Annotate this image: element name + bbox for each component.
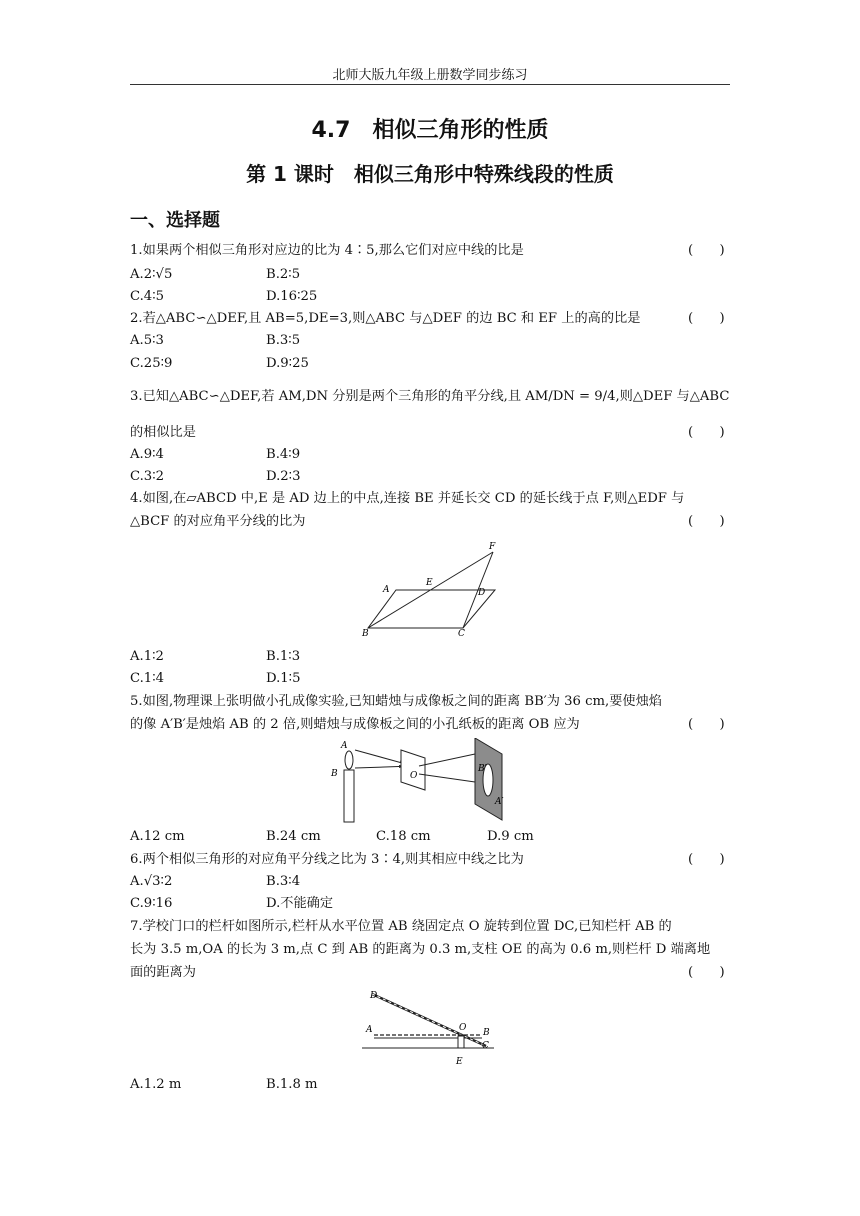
q5-label-o: O bbox=[410, 771, 418, 781]
q4-label-b: B bbox=[362, 629, 369, 639]
q4-option-a: A.1∶2 bbox=[130, 649, 164, 664]
q2-option-a: A.5∶3 bbox=[130, 333, 164, 348]
q1-option-b: B.2∶5 bbox=[266, 267, 301, 282]
q4-option-b: B.1∶3 bbox=[266, 649, 301, 664]
q7-label-o: O bbox=[459, 1023, 467, 1033]
q2-option-b: B.3∶5 bbox=[266, 333, 301, 348]
q2-answer-bracket: ( ) bbox=[688, 311, 725, 326]
q3-stem: 3.已知△ABC∽△DEF,若 AM,DN 分别是两个三角形的角平分线,且 AM/DN = 9/4,则△DEF 与△ABC bbox=[130, 389, 730, 404]
q4-option-c: C.1∶4 bbox=[130, 671, 165, 686]
q4-label-e: E bbox=[426, 578, 433, 588]
q5-pinhole-figure bbox=[325, 738, 535, 826]
q4-label-c: C bbox=[458, 629, 465, 639]
q3-option-a: A.9∶4 bbox=[130, 447, 164, 462]
q2-option-c: C.25∶9 bbox=[130, 356, 173, 371]
q1-answer-bracket: ( ) bbox=[688, 243, 725, 258]
q6-option-b: B.3∶4 bbox=[266, 874, 301, 889]
q4-answer-bracket: ( ) bbox=[688, 514, 725, 529]
q4-label-a: A bbox=[383, 585, 390, 595]
q5-option-d: D.9 cm bbox=[487, 829, 534, 844]
q6-stem: 6.两个相似三角形的对应角平分线之比为 3∶4,则其相应中线之比为 bbox=[130, 852, 524, 867]
q7-label-e: E bbox=[456, 1057, 463, 1067]
q3-option-c: C.3∶2 bbox=[130, 469, 165, 484]
q1-option-a: A.2∶√5 bbox=[130, 267, 173, 282]
q4-label-f: F bbox=[489, 542, 496, 552]
q7-label-c: C bbox=[482, 1041, 489, 1051]
header-rule bbox=[130, 84, 730, 85]
q5-stem: 5.如图,物理课上张明做小孔成像实验,已知蜡烛与成像板之间的距离 BB′为 36 cm,要使烛焰 bbox=[130, 694, 662, 709]
q5-stem-cont: 的像 A′B′是烛焰 AB 的 2 倍,则蜡烛与成像板之间的小孔纸板的距离 OB 应为 bbox=[130, 717, 580, 732]
q3-option-b: B.4∶9 bbox=[266, 447, 301, 462]
q7-option-b: B.1.8 m bbox=[266, 1077, 318, 1092]
q4-stem-cont: △BCF 的对应角平分线的比为 bbox=[130, 514, 306, 529]
q5-label-b-prime: B′ bbox=[478, 764, 487, 774]
q7-stem-cont2: 面的距离为 bbox=[130, 965, 196, 980]
q3-option-d: D.2∶3 bbox=[266, 469, 301, 484]
q1-option-c: C.4∶5 bbox=[130, 289, 165, 304]
q5-option-c: C.18 cm bbox=[376, 829, 431, 844]
q6-option-a: A.√3∶2 bbox=[130, 874, 173, 889]
q7-stem-cont: 长为 3.5 m,OA 的长为 3 m,点 C 到 AB 的距离为 0.3 m,支柱 OE 的高为 0.6 m,则栏杆 D 端离地 bbox=[130, 942, 711, 957]
q6-answer-bracket: ( ) bbox=[688, 852, 725, 867]
q7-stem: 7.学校门口的栏杆如图所示,栏杆从水平位置 AB 绕固定点 O 旋转到位置 DC,已知栏杆 AB 的 bbox=[130, 919, 672, 934]
q3-stem-cont: 的相似比是 bbox=[130, 425, 196, 440]
running-header: 北师大版九年级上册数学同步练习 bbox=[332, 68, 528, 83]
section-heading: 一、选择题 bbox=[130, 210, 220, 231]
q7-label-d: D bbox=[370, 991, 378, 1001]
q7-barrier-figure bbox=[362, 988, 502, 1068]
q4-stem: 4.如图,在▱ABCD 中,E 是 AD 边上的中点,连接 BE 并延长交 CD 的延长线于点 F,则△EDF 与 bbox=[130, 491, 685, 506]
q6-option-d: D.不能确定 bbox=[266, 896, 334, 911]
lesson-subtitle: 第 1 课时 相似三角形中特殊线段的性质 bbox=[246, 162, 614, 186]
q3-answer-bracket: ( ) bbox=[688, 425, 725, 440]
q7-answer-bracket: ( ) bbox=[688, 965, 725, 980]
q7-option-a: A.1.2 m bbox=[130, 1077, 182, 1092]
q5-option-a: A.12 cm bbox=[130, 829, 185, 844]
q5-answer-bracket: ( ) bbox=[688, 717, 725, 732]
q4-option-d: D.1∶5 bbox=[266, 671, 301, 686]
q5-label-b: B bbox=[331, 769, 338, 779]
q7-label-a: A bbox=[366, 1025, 373, 1035]
q1-stem: 1.如果两个相似三角形对应边的比为 4∶5,那么它们对应中线的比是 bbox=[130, 243, 524, 258]
q7-label-b: B bbox=[483, 1028, 490, 1038]
q6-option-c: C.9∶16 bbox=[130, 896, 173, 911]
q5-option-b: B.24 cm bbox=[266, 829, 321, 844]
q2-option-d: D.9∶25 bbox=[266, 356, 309, 371]
q4-label-d: D bbox=[478, 588, 486, 598]
q5-label-a: A bbox=[341, 741, 348, 751]
q5-label-a-prime: A′ bbox=[495, 797, 504, 807]
q4-parallelogram-figure bbox=[360, 540, 510, 640]
q1-option-d: D.16∶25 bbox=[266, 289, 318, 304]
q2-stem: 2.若△ABC∽△DEF,且 AB=5,DE=3,则△ABC 与△DEF 的边 BC 和 EF 上的高的比是 bbox=[130, 311, 641, 326]
page-title: 4.7 相似三角形的性质 bbox=[311, 118, 549, 143]
